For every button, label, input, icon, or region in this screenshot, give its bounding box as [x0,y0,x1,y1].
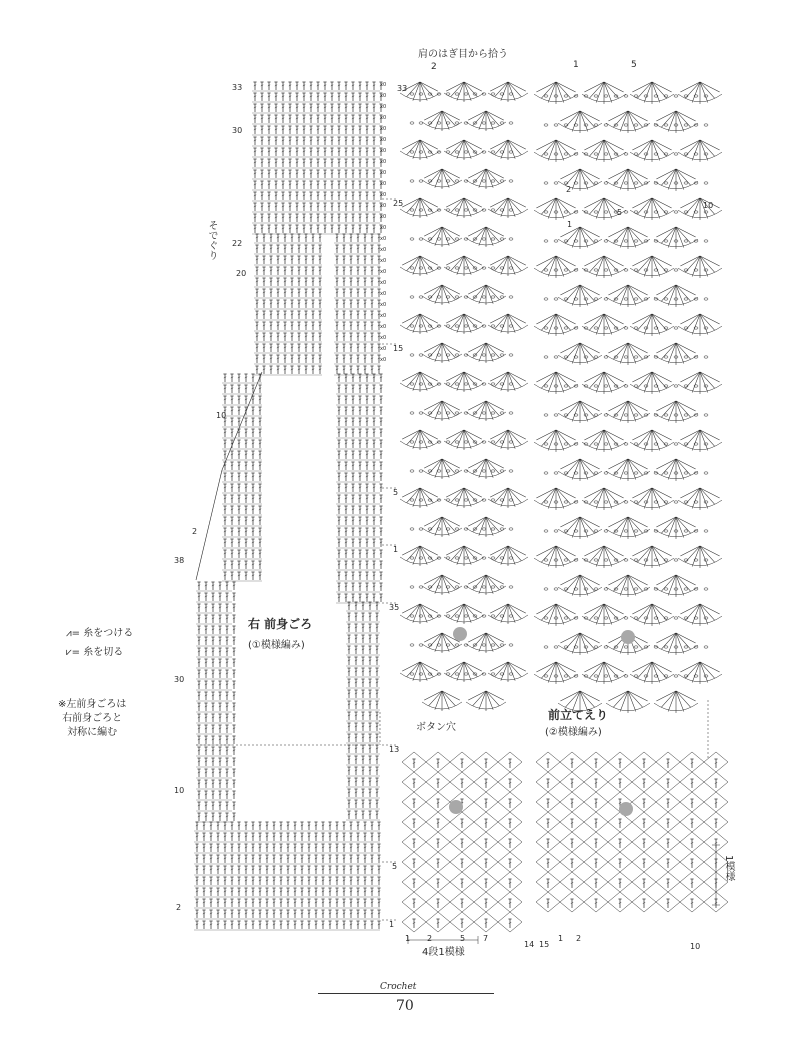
svg-text:x0: x0 [380,181,387,187]
body-panel-title: 右 前身ごろ [248,617,313,631]
legend-attach-text: = 糸をつける [71,628,134,639]
row-number: 30 [232,126,243,135]
repeat-label-bottom: 4段1模様 [422,947,465,958]
row-number: 25 [393,199,404,208]
svg-text:x0: x0 [380,258,387,264]
svg-text:x0: x0 [380,159,387,165]
row-number: 15 [393,344,404,353]
svg-text:x0: x0 [380,225,387,231]
svg-text:x0: x0 [380,192,387,198]
legend-attach [66,627,133,640]
note-line: ※左前身ごろは [58,699,127,710]
repeat-label-side: 1模様 [723,855,734,882]
row-number: 10 [174,786,185,795]
mid-mark: 2 [566,185,572,194]
svg-text:x0: x0 [380,203,387,209]
svg-text:x0: x0 [380,148,387,154]
row-number: 13 [389,745,400,754]
svg-text:x0: x0 [380,93,387,99]
row-number: 20 [236,269,247,278]
row-number: 5 [392,862,398,871]
bottom-mark: 2 [427,934,433,943]
bottom-mark: 14 [524,940,535,949]
armhole-label: そでぐり [206,220,217,260]
shoulder-pickup-note: 肩のはぎ目から拾う [418,49,508,60]
svg-text:x0: x0 [380,104,387,110]
row-number: 33 [397,84,408,93]
row-number: 35 [389,603,400,612]
bottom-mark: 2 [576,934,582,943]
svg-text:x0: x0 [380,115,387,121]
row-number: 5 [393,488,399,497]
footer-rule [318,993,494,994]
row-number: 2 [192,527,198,536]
bottom-mark: 5 [460,934,466,943]
top-mark-5: 5 [631,60,637,70]
bottom-mark: 7 [483,934,489,943]
svg-text:x0: x0 [380,269,387,275]
note-line: 右前身ごろと [62,713,123,724]
svg-text:x0: x0 [380,291,387,297]
svg-text:x0: x0 [380,137,387,143]
mid-mark: 5 [617,208,623,217]
svg-text:x0: x0 [380,214,387,220]
row-number: 1 [389,920,395,929]
body-panel-pattern: (①模様編み) [248,640,305,651]
row-number: 30 [174,675,185,684]
mid-mark: 10 [703,201,714,210]
cut-yarn-icon: ⩗ [66,647,72,658]
svg-text:x0: x0 [380,247,387,253]
svg-text:x0: x0 [380,82,387,88]
buttonhole-label: ボタン穴 [416,722,456,733]
mirror-note [58,698,126,740]
svg-text:x0: x0 [380,313,387,319]
collar-panel-pattern: (②模様編み) [545,727,602,738]
page-number: 70 [396,998,414,1014]
legend-cut-text: = 糸を切る [71,647,124,658]
top-mark-1: 1 [573,60,579,70]
svg-text:x0: x0 [380,280,387,286]
bottom-mark: 1 [558,934,564,943]
row-number: 38 [174,556,185,565]
svg-text:x0: x0 [380,324,387,330]
note-line: 対称に編む [67,727,118,738]
mid-mark: 1 [567,220,573,229]
svg-text:x0: x0 [380,357,387,363]
attach-yarn-icon: ⩘ [66,628,72,639]
svg-text:x0: x0 [380,126,387,132]
bottom-mark: 15 [539,940,550,949]
row-number: 10 [216,411,227,420]
row-number: 22 [232,239,243,248]
footer-brand: Crochet [380,982,417,992]
bottom-mark: 1 [405,934,411,943]
bottom-mark: 10 [690,942,701,951]
row-number: 33 [232,83,243,92]
svg-text:x0: x0 [380,302,387,308]
legend-cut [66,646,123,659]
row-number: 1 [393,545,399,554]
svg-text:x0: x0 [380,170,387,176]
collar-panel-title: 前立てえり [548,708,609,722]
svg-text:x0: x0 [380,346,387,352]
svg-text:x0: x0 [380,236,387,242]
top-mark-2: 2 [431,62,437,72]
row-number: 2 [176,903,182,912]
svg-text:x0: x0 [380,335,387,341]
stitch-symbols [194,82,728,944]
